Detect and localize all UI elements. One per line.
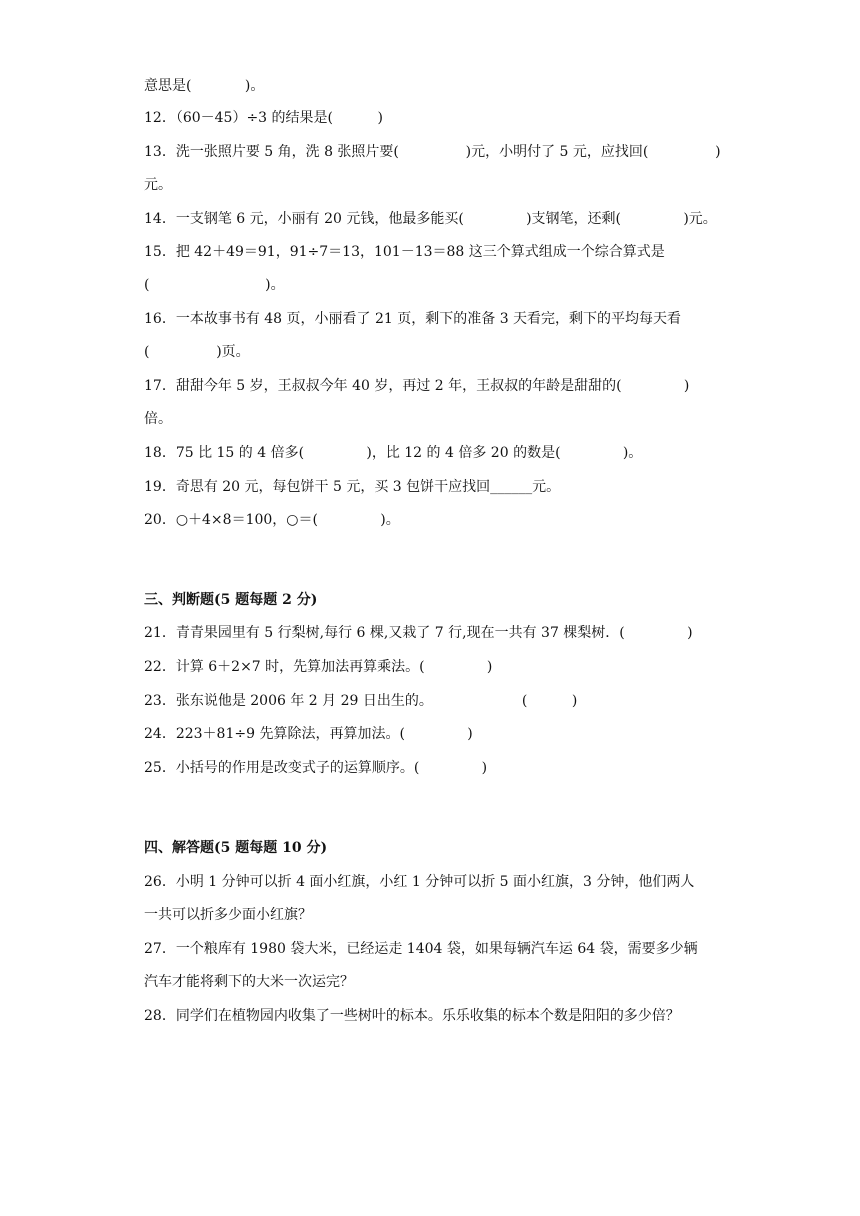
question-26-line-2: 一共可以折多少面小红旗？: [144, 907, 312, 923]
question-27-line-2: 汽车才能将剩下的大米一次运完？: [144, 974, 354, 990]
question-20: 20．○＋4×8＝100，○＝( )。: [144, 512, 400, 528]
question-12: 12．（60－45）÷3 的结果是( ): [144, 110, 383, 126]
section-4-title: 四、解答题(5 题每题 10 分): [144, 840, 328, 856]
question-19: 19．奇思有 20 元，每包饼干 5 元，买 3 包饼干应找回______元。: [144, 479, 561, 495]
question-28: 28．同学们在植物园内收集了一些树叶的标本。乐乐收集的标本个数是阳阳的多少倍？: [144, 1008, 680, 1024]
question-23: 23．张东说他是 2006 年 2 月 29 日出生的。 ( ): [144, 693, 578, 709]
question-16-line-1: 16．一本故事书有 48 页，小丽看了 21 页，剩下的准备 3 天看完，剩下的平均每天看: [144, 311, 682, 327]
question-25: 25．小括号的作用是改变式子的运算顺序。( ): [144, 760, 488, 776]
question-27-line-1: 27．一个粮库有 1980 袋大米，已经运走 1404 袋，如果每辆汽车运 64 袋，需要多少辆: [144, 941, 698, 957]
question-16-line-2: ( )页。: [144, 344, 250, 360]
question-26-line-1: 26．小明 1 分钟可以折 4 面小红旗，小红 1 分钟可以折 5 面小红旗，3 分钟，他们两人: [144, 874, 695, 890]
question-21: 21．青青果园里有 5 行梨树,每行 6 棵,又栽了 7 行,现在一共有 37 棵梨树．( ): [144, 625, 693, 641]
question-24: 24．223＋81÷9 先算除法，再算加法。( ): [144, 726, 473, 742]
question-15-line-1: 15．把 42＋49＝91，91÷7＝13，101－13＝88 这三个算式组成一个综合算式是: [144, 244, 665, 260]
question-17-line-1: 17．甜甜今年 5 岁，王叔叔今年 40 岁，再过 2 年，王叔叔的年龄是甜甜的( ): [144, 378, 690, 394]
question-18: 18．75 比 15 的 4 倍多( )，比 12 的 4 倍多 20 的数是( )。: [144, 445, 643, 461]
question-13-line-2: 元。: [144, 177, 172, 193]
question-13-line-1: 13．洗一张照片要 5 角，洗 8 张照片要( )元，小明付了 5 元，应找回( ): [144, 144, 721, 160]
question-17-line-2: 倍。: [144, 411, 172, 427]
question-22: 22．计算 6＋2×7 时，先算加法再算乘法。( ): [144, 659, 493, 675]
question-15-line-2: ( )。: [144, 277, 285, 293]
question-11-continuation: 意思是( )。: [144, 78, 265, 94]
section-3-title: 三、判断题(5 题每题 2 分): [144, 592, 318, 608]
question-14: 14．一支钢笔 6 元，小丽有 20 元钱，他最多能买( )支钢笔，还剩( )元。: [144, 211, 717, 227]
